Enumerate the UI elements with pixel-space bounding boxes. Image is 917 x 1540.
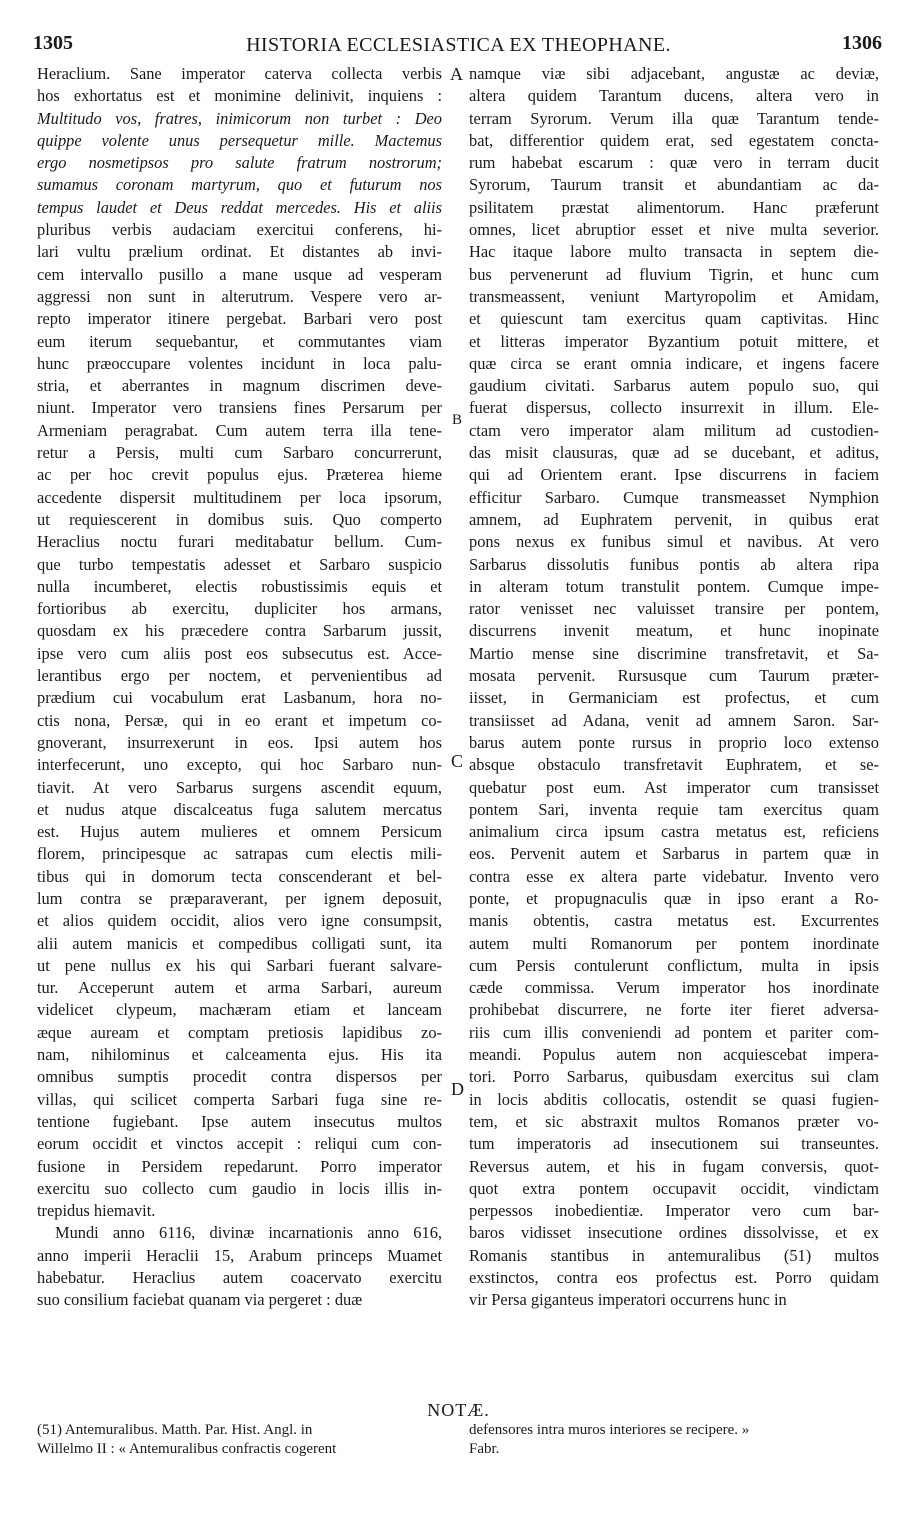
text-line: interfecerunt, uno excepto, qui hoc Sarbaro nun- [37,755,442,775]
running-head: HISTORIA ECCLESIASTICA EX THEOPHANE. [246,34,671,56]
text-line: stria, et aberrantes in magnum discrimen deve- [37,376,442,396]
text-line: animalium circa ipsum castra metatus est, reficiens [469,822,879,842]
text-line: hunc præoccupare volentes incidunt in loca palu- [37,353,442,373]
text-line: niunt. Imperator vero transiens fines Persarum per [37,398,442,418]
text-line: pons nexus ex funibus simul et navibus. At vero [469,532,879,552]
text-line: rator venisset nec valuisset transire per pontem, [469,599,879,619]
text-line: vir Persa giganteus imperatori occurrens hunc in [469,1290,787,1310]
text-line: altera quidem Tarantum ducens, altera vero in [469,86,879,106]
text-line: quippe volente unus persequetur mille. Mactemus [37,130,442,150]
text-line: Hac itaque labore multo transacta in septem die- [469,242,879,262]
text-line: ut pene nullus ex his qui Sarbari fuerant salvare- [37,955,442,975]
text-line: perpessos inobedientiæ. Imperator vero cum bar- [469,1201,879,1221]
text-line: das misit clausuras, quæ ad se ducebant, et aditus, [469,443,879,463]
text-line: quosdam ex his præcedere contra Sarbarum jussit, [37,621,442,641]
text-line: alii autem manicis et compedibus colligati sunt, ita [37,933,442,953]
text-line: psilitatem præstat alimentorum. Hanc præferunt [469,197,879,217]
text-line: et litteras imperator Byzantium potuit mittere, et [469,331,879,351]
text-line: baros vidisset insecutione ordines dissolvisse, et ex [469,1223,879,1243]
text-line: ergo nosmetipsos pro salute fratrum nostrorum; [37,153,442,173]
text-line: contra esse ex altera parte videbatur. Invento vero [469,866,879,886]
note-line: (51) Antemuralibus. Matth. Par. Hist. Angl. in [37,1422,313,1438]
text-line: anno imperii Heraclii 15, Arabum princeps Muamet [37,1245,442,1265]
text-line: nulla incumberet, electis robustissimis equis et [37,576,442,596]
text-line: in locis abditis collocatis, ostendit se quasi fugien- [469,1089,879,1109]
text-line: quebatur post eum. Ast imperator cum transisset [469,777,879,797]
text-line: quæ circa se erant omnia indicare, et ingens facere [469,353,879,373]
text-line: in alteram totum transtulit pontem. Cumque impe- [469,576,879,596]
text-line: prædium cui vocabulum erat Lasbanum, hora no- [37,688,442,708]
text-line: mosata pervenit. Rursusque cum Taurum præter- [469,666,879,686]
text-line: ipse vero cum aliis post eos subsecutus est. Acce- [37,643,442,663]
text-line: gnoverant, insurrexerunt in eos. Ipsi autem hos [37,732,442,752]
text-line: lerantibus ergo per noctem, et pervenientibus ad [37,666,442,686]
text-line: tempus laudet et Deus reddat mercedes. His et aliis [37,197,442,217]
text-line: trepidus hiemavit. [37,1201,156,1221]
text-line: lari vultu prælium ordinat. Et distantes ab invi- [37,242,442,262]
text-line: florem, principesque ac satrapas cum electis mili- [37,844,442,864]
text-line: aggressi non sunt in alterutrum. Vespere vero ar- [37,286,442,306]
text-line: Multitudo vos, fratres, inimicorum non turbet : Deo [37,108,442,128]
text-line: Martio mense sine discrimine transfretavit, et Sa- [469,643,879,663]
text-line: Heraclium. Sane imperator caterva collecta verbis [37,64,442,83]
text-line: exstinctos, contra eos profectus est. Porro quidam [469,1268,879,1288]
page-number-left: 1305 [33,32,73,54]
text-line: et nudus atque discalceatus fuga salutem mercatus [37,799,442,819]
text-line: villas, qui scilicet comperta Sarbari fuga sine re- [37,1089,442,1109]
margin-letter-c: C [451,751,464,771]
text-line: efficitur Sarbaro. Cumque transmeasset Nymphion [469,487,879,507]
text-line: hos exhortatus est et monimine delinivit, inquiens : [37,86,442,106]
text-line: Armeniam peragrabat. Cum autem terra illa tene- [37,420,442,440]
text-line: eorum occidit et vinctos accepit : reliqui cum con- [37,1134,442,1154]
text-line: transmeassent, veniunt Martyropolim et Amidam, [469,286,879,306]
text-line: est. Hujus autem mulieres et omnem Persicum [37,822,442,842]
notes-title: NOTÆ. [427,1400,490,1420]
text-line: transiisset ad Adana, venit ad amnem Saron. Sar- [469,710,879,730]
margin-letter-d: D [451,1079,464,1099]
text-line: fusione in Persidem repedarunt. Porro imperator [37,1156,442,1176]
text-line: videlicet clypeum, machæram etiam et lanceam [37,1000,442,1020]
text-line: æque auream et comptam pretiosis lapidibus zo- [37,1022,442,1042]
text-line: rum habebat escarum : quæ vero in terram ducit [469,153,879,173]
text-line: barus autem ponte rursus in proprio loco extenso [469,732,879,752]
text-line: fortioribus ab exercitu, dupliciter hos armans, [37,599,442,619]
text-line: retur a Persis, multi cum Sarbaro concurrerunt, [37,443,442,463]
text-line: tiavit. At vero Sarbarus surgens ascendit equum, [37,777,442,797]
text-line: gaudium civitati. Sarbarus autem populo suo, qui [469,376,879,396]
text-line: riis cum illis conveniendi ad pontem et pariter com- [469,1022,879,1042]
note-left [37,1421,447,1459]
text-line: que turbo tempestatis adesset et Sarbaro suspicio [37,554,442,574]
text-line: tur. Acceperunt autem et arma Sarbari, aureum [37,978,442,998]
text-line: nam, nihilominus et calceamenta ejus. His ita [37,1045,442,1065]
text-line: accedente dispersit multitudinem per loca ipsorum, [37,487,442,507]
text-line: pontem Sari, inventa requie tam exercitus quam [469,799,879,819]
note-line: Willelmo II : « Antemuralibus confractis cogerent [37,1441,337,1457]
text-line: habebatur. Heraclius autem coacervato exercitu [37,1268,442,1288]
text-line: cem intervallo pusillo a mane usque ad vesperam [37,264,442,284]
text-line: cæde commissa. Verum imperator hos inordinate [469,978,879,998]
text-line: discurrens invenit meatum, et hunc inopinate [469,621,879,641]
text-line: fuerat dispersus, collecto insurrexit in illum. Ele- [469,398,879,418]
text-line: tori. Porro Sarbarus, quibusdam exercitus sui clam [469,1067,879,1087]
text-line: quot extra pontem occupavit occidit, vindictam [469,1178,879,1198]
text-line: absque obstaculo transfretavit Euphratem, et se- [469,755,879,775]
text-line: et quiescunt tam exercitus quam captivitas. Hinc [469,309,879,329]
text-line: terram Syrorum. Verum illa quæ Tarantum tende- [469,108,879,128]
text-line: prohibebat discurrere, ne forte iter fieret adversa- [469,1000,879,1020]
text-line: omnibus sumptis procedit contra dispersos per [37,1067,442,1087]
text-line: ctis nona, Persæ, qui in eo erant et impetum co- [37,710,442,730]
text-line: eum iterum sequebantur, et commutantes viam [37,331,442,351]
text-line: lum contra se præparaverant, per ignem deposuit, [37,888,442,908]
text-line: cum Persis contulerunt conflictum, multa in ipsis [469,955,879,975]
text-line: meandi. Populus autem non acquiescebat impera- [469,1045,879,1065]
text-line: namque viæ sibi adjacebant, angustæ ac deviæ, [469,64,879,83]
text-line: Sarbarus dissolutis funibus pontis ab altera ripa [469,554,879,574]
text-line: tentione fugiebant. Ipse autem insecutus multos [37,1111,442,1131]
text-line: Heraclius noctu furari meditabatur bellum. Cum- [37,532,442,552]
page-number-right: 1306 [842,32,882,54]
text-line: Syrorum, Taurum transit et abundantiam ac da- [469,175,879,195]
text-line: Romanis stantibus in antemuralibus (51) multos [469,1245,879,1265]
text-line: Mundi anno 6116, divinæ incarnationis anno 616, [55,1223,442,1243]
text-line: autem multi Romanorum per pontem inordinate [469,933,879,953]
note-line: Fabr. [469,1441,500,1457]
text-line: tem, et sic abstraxit multos Romanos præter vo- [469,1111,879,1131]
text-line: tum imperatoris ad insecutionem sui transeuntes. [469,1134,879,1154]
text-line: ac per hoc crevit populus ejus. Præterea hieme [37,465,442,485]
text-line: ctam vero imperator alam militum ad custodien- [469,420,879,440]
margin-letter-b: B [452,412,463,428]
text-line: exercitu suo collecto cum gaudio in locis illis in- [37,1178,442,1198]
text-line: omnes, licet abruptior esset et nive multa severior. [469,220,879,240]
text-line: bus pervenerunt ad fluvium Tigrin, et hunc cum [469,264,879,284]
text-line: et alios quidem occidit, alios vero igne consumpsit, [37,911,442,931]
margin-letter-a: A [450,64,463,84]
text-line: iisset, in Germaniciam est profectus, et cum [469,688,879,708]
note-line: defensores intra muros interiores se recipere. » [469,1422,750,1438]
note-right [469,1421,879,1459]
text-line: tibus qui in domorum tecta conscenderant et bel- [37,866,442,886]
text-line: manis obtentis, castra metatus est. Excurrentes [469,911,879,931]
text-line: bat, differentior quidem erat, sed egestatem concta- [469,130,879,150]
text-line: suo consilium faciebat quanam via pergeret : duæ [37,1290,363,1310]
text-line: sumamus coronam martyrum, quo et futurum nos [37,175,442,195]
text-line: ponte, et propugnaculis quæ in ipso erant a Ro- [469,888,879,908]
text-line: qui ad Orientem erant. Ipse discurrens in faciem [469,465,879,485]
text-line: ut requiescerent in domibus suis. Quo comperto [37,509,442,529]
text-line: pluribus verbis audaciam exercitui conferens, hi- [37,220,442,240]
right-column [469,63,879,1312]
text-line: amnem, ad Euphratem pervenit, in quibus erat [469,509,879,529]
text-line: Reversus autem, et his in fugam conversis, quot- [469,1156,879,1176]
left-column [37,63,442,1312]
text-line: eos. Pervenit autem et Sarbarus in partem quæ in [469,844,879,864]
text-line: repto imperator itinere pergebat. Barbari vero post [37,309,442,329]
